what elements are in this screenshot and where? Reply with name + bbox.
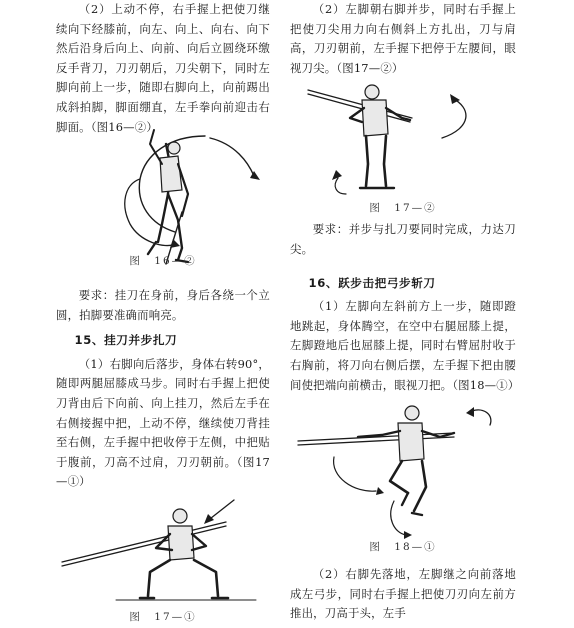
figure-17-2-caption: 图 17—② <box>369 201 437 214</box>
figure-18-1-leap-strike-icon <box>294 397 514 547</box>
figure-17-1-horse-stance-icon <box>56 492 266 612</box>
figure-16-2-box <box>56 118 270 268</box>
requirement-15: 要求：并步与扎刀要同时完成，力达刀尖。 <box>290 222 516 256</box>
right-column <box>290 0 520 624</box>
figure-17-1-box <box>56 492 270 624</box>
paragraph-16-2: （2）上动不停，右手握上把使刀继续向下经膝前，向左、向上、向右、向下然后沿身后向上、向前、向后立圆绕环缴反手背刀，刀刃朝后，刀尖朝下，同时左脚向前上一步，随即右脚向上，向前踢出成斜拍脚，脚面绷直，左手拳向前迎击右脚面。（图16—②） <box>56 2 270 134</box>
paragraph-16-1: （1）左脚向左斜前方上一步，随即蹬地跳起，身体腾空，在空中右腿屈膝上提，左脚蹬地后也屈膝上提，同时右臂屈肘收于右胸前，将刀向右侧后摆，左手握下把由腰间使把端向前横击，眼视刀把。（图18—①） <box>290 299 520 392</box>
paragraph-15-2: （2）左脚朝右脚并步，同时右手握上把使刀尖用力向右侧斜上方扎出，刀与肩高，刀刃朝前，左手握下把停于左腰间，眼视刀尖。（图17—②） <box>290 2 516 75</box>
requirement-16: 要求：挂刀在身前，身后各绕一个立圆，拍脚要准确而响亮。 <box>56 288 270 322</box>
heading-16: 16、跃步击把弓步斩刀 <box>308 275 436 290</box>
figure-17-2-box <box>290 78 516 216</box>
heading-15: 15、挂刀并步扎刀 <box>74 333 178 348</box>
figure-18-1-box <box>290 395 516 561</box>
figure-18-1-caption: 图 18—① <box>369 540 437 553</box>
figure-17-1-caption: 图 17—① <box>129 611 197 624</box>
figure-16-2-caption: 图 16—② <box>129 255 197 268</box>
paragraph-16-2b: （2）右脚先落地，左脚继之向前落地成左弓步，同时右手握上把使刀刃向左前方推出，刀高于头，左手 <box>290 567 516 621</box>
left-column <box>56 0 270 624</box>
paragraph-15-1: （1）右脚向后落步，身体右转90°，随即两腿屈膝成马步。同时右手握上把使刀背由后下向前、向上挂刀，然后左手在右侧接握中把，上动不停，继续使刀背挂至右侧，左手握中把收停于左侧，中把贴于腹前，刀高不过肩，刀刃朝前。（图17—①） <box>56 356 270 489</box>
figure-17-2-thrust-icon <box>302 78 502 208</box>
